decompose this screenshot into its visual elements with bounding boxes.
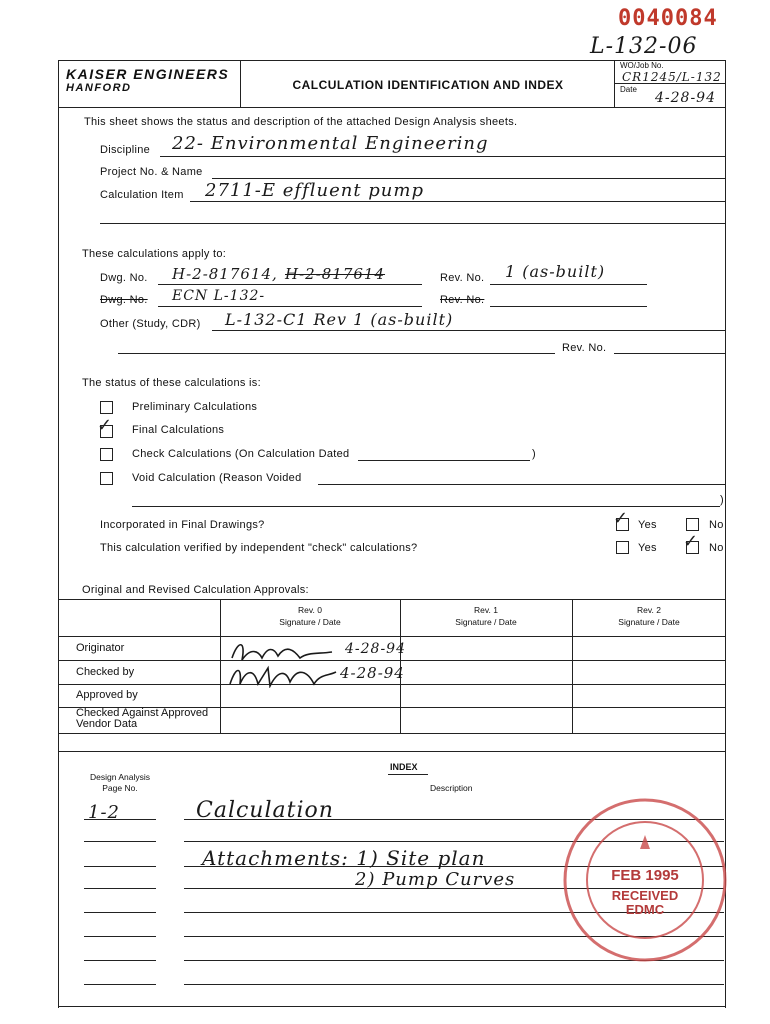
rev3-label: Rev. No. [562,342,607,354]
final-check-mark: ✓ [97,415,113,436]
verified-no-check: ✓ [683,531,699,552]
final-label: Final Calculations [132,424,225,436]
approvals-heading: Original and Revised Calculation Approvals: [82,584,309,596]
checker-signature [228,662,338,693]
dwg2-label: Dwg. No. [100,294,148,306]
company-location: HANFORD [66,82,132,94]
incorporated-no-checkbox[interactable] [686,518,699,531]
index-desc-attachments: Attachments: 1) Site plan [202,846,486,870]
verified-yes-label: Yes [638,542,657,554]
verified-no-label: No [709,542,724,554]
rev2-label: Rev. No. [440,294,485,306]
status-heading: The status of these calculations is: [82,377,261,389]
rev-label: Rev. No. [440,272,485,284]
index-desc-calculation: Calculation [196,798,334,823]
wo-label: WO/Job No. [620,61,664,70]
dwg-label: Dwg. No. [100,272,148,284]
form-title: CALCULATION IDENTIFICATION AND INDEX [292,78,564,92]
void-close: ) [720,494,724,506]
rev2-header: Rev. 2 [637,605,661,615]
discipline-label: Discipline [100,144,151,156]
vendor-data-label: Checked Against Approved Vendor Data [76,707,209,730]
index-page-header: Design Analysis Page No. [89,772,150,793]
rev0-header: Rev. 0 [298,605,322,615]
check-calc-checkbox[interactable] [100,448,113,461]
date-label: Date [620,85,637,94]
incorporated-yes-label: Yes [638,519,657,531]
index-desc-pump-curves: 2) Pump Curves [355,869,516,890]
file-reference: L-132-06 [590,34,698,59]
void-label: Void Calculation (Reason Voided [132,472,302,484]
rev2-sig-header: Signature / Date [618,617,680,627]
preliminary-checkbox[interactable] [100,401,113,414]
other-value: L-132-C1 Rev 1 (as-built) [225,310,454,329]
check-calc-label: Check Calculations (On Calculation Dated [132,448,350,460]
date-value: 4-28-94 [655,90,716,106]
index-page-value: 1-2 [88,802,120,823]
dwg-struck-value: H-2-817614 [285,265,386,283]
rev0-sig-header: Signature / Date [279,617,341,627]
document-number: 0040084 [618,6,718,31]
originator-label: Originator [76,642,125,654]
received-stamp [560,795,730,965]
question-verified: This calculation verified by independent "check" calculations? [100,542,418,554]
stamp-edmc: EDMC [625,902,665,917]
stamp-date: FEB 1995 [611,867,679,884]
originator-signature-scribble [228,638,338,664]
incorporated-no-label: No [709,519,724,531]
discipline-value: 22- Environmental Engineering [172,133,489,154]
preliminary-label: Preliminary Calculations [132,401,258,413]
dwg2-value: ECN L-132- [172,288,266,304]
check-calc-close: ) [532,448,536,460]
other-label: Other (Study, CDR) [100,318,201,330]
intro-text: This sheet shows the status and description of the attached Design Analysis sheets. [84,116,518,128]
company-name: KAISER ENGINEERS [66,66,230,82]
dwg-value: H-2-817614, [172,265,278,283]
project-label: Project No. & Name [100,166,203,178]
void-checkbox[interactable] [100,472,113,485]
rev1-header: Rev. 1 [474,605,498,615]
rev1-sig-header: Signature / Date [455,617,517,627]
checker-signature-scribble [228,662,338,688]
index-heading: INDEX [390,762,418,772]
applies-heading: These calculations apply to: [82,248,227,260]
index-description-header: Description [430,783,473,793]
stamp-received: RECEIVED [611,888,679,903]
verified-yes-checkbox[interactable] [616,541,629,554]
incorporated-yes-check: ✓ [613,508,629,529]
checker-date: 4-28-94 [340,664,405,682]
rev-value: 1 (as-built) [505,262,606,281]
checked-by-label: Checked by [76,666,135,678]
calc-item-value: 2711-E effluent pump [205,180,424,201]
calc-item-label: Calculation Item [100,189,184,201]
wo-value: CR1245/L-132 [622,70,722,84]
originator-date: 4-28-94 [345,641,406,657]
approved-by-label: Approved by [76,689,138,701]
question-incorporated: Incorporated in Final Drawings? [100,519,265,531]
